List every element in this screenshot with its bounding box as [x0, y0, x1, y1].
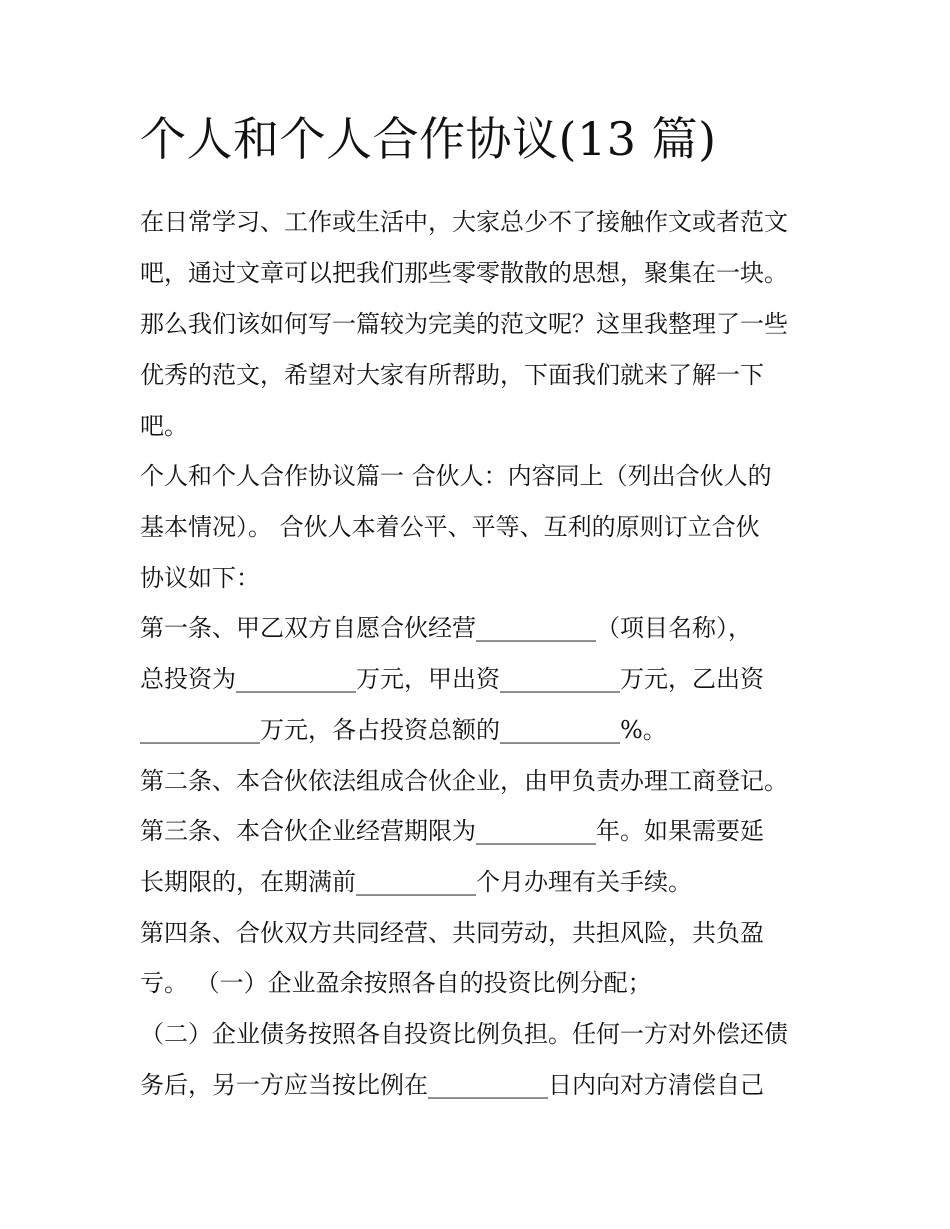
- body-line-13: 第三条、本合伙企业经营期限为__________年。如果需要延: [140, 817, 764, 845]
- body-line-6: 个人和个人合作协议篇一 合伙人：内容同上（列出合伙人的: [140, 462, 772, 490]
- body-line-3: 那么我们该如何写一篇较为完美的范文呢？这里我整理了一些: [140, 310, 788, 338]
- body-line-4: 优秀的范文，希望对大家有所帮助，下面我们就来了解一下: [140, 361, 764, 389]
- body-line-10: 总投资为__________万元，甲出资__________万元，乙出资: [140, 665, 764, 693]
- body-line-18: 务后，另一方应当按比例在__________日内向对方清偿自己: [140, 1071, 764, 1099]
- body-line-9: 第一条、甲乙双方自愿合伙经营__________（项目名称），: [140, 614, 752, 642]
- body-line-16: 亏。 （一）企业盈余按照各自的投资比例分配；: [140, 969, 652, 997]
- document-title: 个人和个人合作协议(13 篇): [140, 112, 717, 166]
- body-line-7: 基本情况）。 合伙人本着公平、平等、互利的原则订立合伙: [140, 513, 760, 541]
- body-line-14: 长期限的，在期满前__________个月办理有关手续。: [140, 868, 692, 896]
- body-line-1: 在日常学习、工作或生活中，大家总少不了接触作文或者范文: [140, 208, 788, 236]
- body-line-2: 吧，通过文章可以把我们那些零零散散的思想，聚集在一块。: [140, 259, 788, 287]
- body-line-5: 吧。: [140, 412, 188, 440]
- body-line-17: （二）企业债务按照各自投资比例负担。任何一方对外偿还债: [140, 1020, 788, 1048]
- body-line-8: 协议如下：: [140, 564, 260, 592]
- body-line-12: 第二条、本合伙依法组成合伙企业，由甲负责办理工商登记。: [140, 767, 788, 795]
- body-line-15: 第四条、合伙双方共同经营、共同劳动，共担风险，共负盈: [140, 919, 764, 947]
- body-line-11: __________万元，各占投资总额的__________%。: [140, 716, 667, 744]
